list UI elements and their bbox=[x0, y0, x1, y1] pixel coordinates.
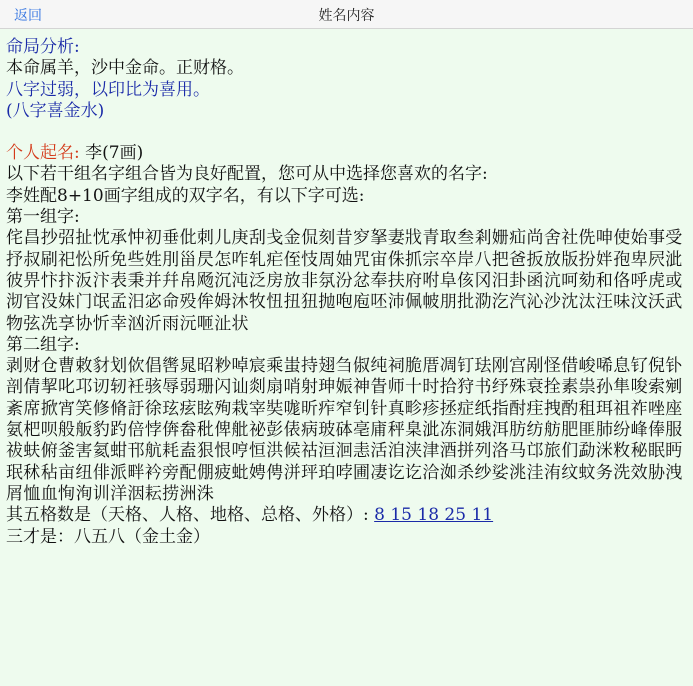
analysis-line-2: 八字过弱，以印比为喜用。 bbox=[6, 79, 210, 100]
group-1-characters: 侘昌抄弨扯忱承忡初垂仳刺儿庚刮戋金侃刻昔穸拏妻戕青取叁剎姗疝尚舍社侁呻使始事受抒叔刷祀忪所免些姓刖甾昃怎咋轧疟侄忮周妯咒宙侏抓宗卒岸八把爸扳放版扮姅孢卑屄泚彼畀忭抃汳汴表秉并幷帛飏沉沌泛房放非氛汾忿奉扶府咐阜侅冈汨卦函沆呵劾和佫呼虎或沏官没妹门氓孟汨宓命殁侔姆沐牧忸扭狃抛咆庖呸沛佩帔朋批泐汔汽沁沙沈汰汪味汶沃武物弦冼享协忻幸汹沂雨沅咂沚状 bbox=[6, 228, 683, 334]
surname: 李(7画) bbox=[85, 143, 144, 164]
analysis-line-3: (八字喜金水) bbox=[6, 100, 105, 121]
analysis-heading: 命局分析: bbox=[6, 37, 80, 57]
naming-label: 个人起名: bbox=[6, 143, 80, 164]
naming-intro: 以下若干组名字组合皆为良好配置，您可从中选择您喜欢的名字: bbox=[6, 164, 488, 185]
analysis-line-1: 本命属羊，沙中金命。正财格。 bbox=[6, 58, 244, 79]
name-content bbox=[0, 29, 693, 548]
group-1-label: 第一组字: bbox=[6, 207, 80, 228]
three-talents: 三才是：八五八（金土金） bbox=[6, 526, 210, 547]
spacer bbox=[6, 122, 687, 143]
group-2-characters: 剥财仓曹敕豺划佽倡辔晁昭粆啅宸乘蚩持翅刍俶纯祠脆厝凋钉珐刚宫剐怪借峻唏息钌倪钋剖倩挈叱邛讱轫衽骇辱弱珊闪讪剡扇哨射珅娠神眚师十时拾狩书纾殊衰拴素祟孙隼唆索剜紊席掀宵笑修脩訏徐玹痃眩殉栽宰奘哤昕痄窄钊针真畛疹拯症纸指酎疰拽酌租珥祖祚唑座氨杷呗般舨豹趵倍悖倴畚秕俾舭祕彭俵病玻砵亳庯秤臬泚冻洞娥洱肪纺舫肥匪肺纷峰俸服祓蚨俯釜害氦蚶邗航耗盍狠恨哼恒洪候祜洹洄恚活洎浃津酒拼列洛马邙旅们勐洣敉秘眠眄珉秫秥亩纽俳派畔衿旁配倗疲蚍娉俜洴玶珀哱圃凄讫讫洽洳杀纱娑洮洼洧纹蚊务洗效胁洩屑恤血恂洵训洋洇耘捞洲洙 bbox=[6, 356, 683, 504]
page-title: 姓名内容 bbox=[318, 8, 375, 24]
back-button[interactable]: 返回 bbox=[14, 8, 42, 24]
five-grid-row bbox=[6, 505, 687, 526]
naming-row bbox=[6, 143, 687, 164]
naming-description: 李姓配8+10画字组成的双字名，有以下字可选: bbox=[6, 185, 365, 206]
five-grid-label: 其五格数是（天格、人格、地格、总格、外格）: bbox=[6, 505, 369, 526]
group-2-label: 第二组字: bbox=[6, 334, 80, 355]
navigation-bar bbox=[0, 0, 693, 29]
five-grid-values-link[interactable]: 8 15 18 25 11 bbox=[374, 505, 494, 526]
